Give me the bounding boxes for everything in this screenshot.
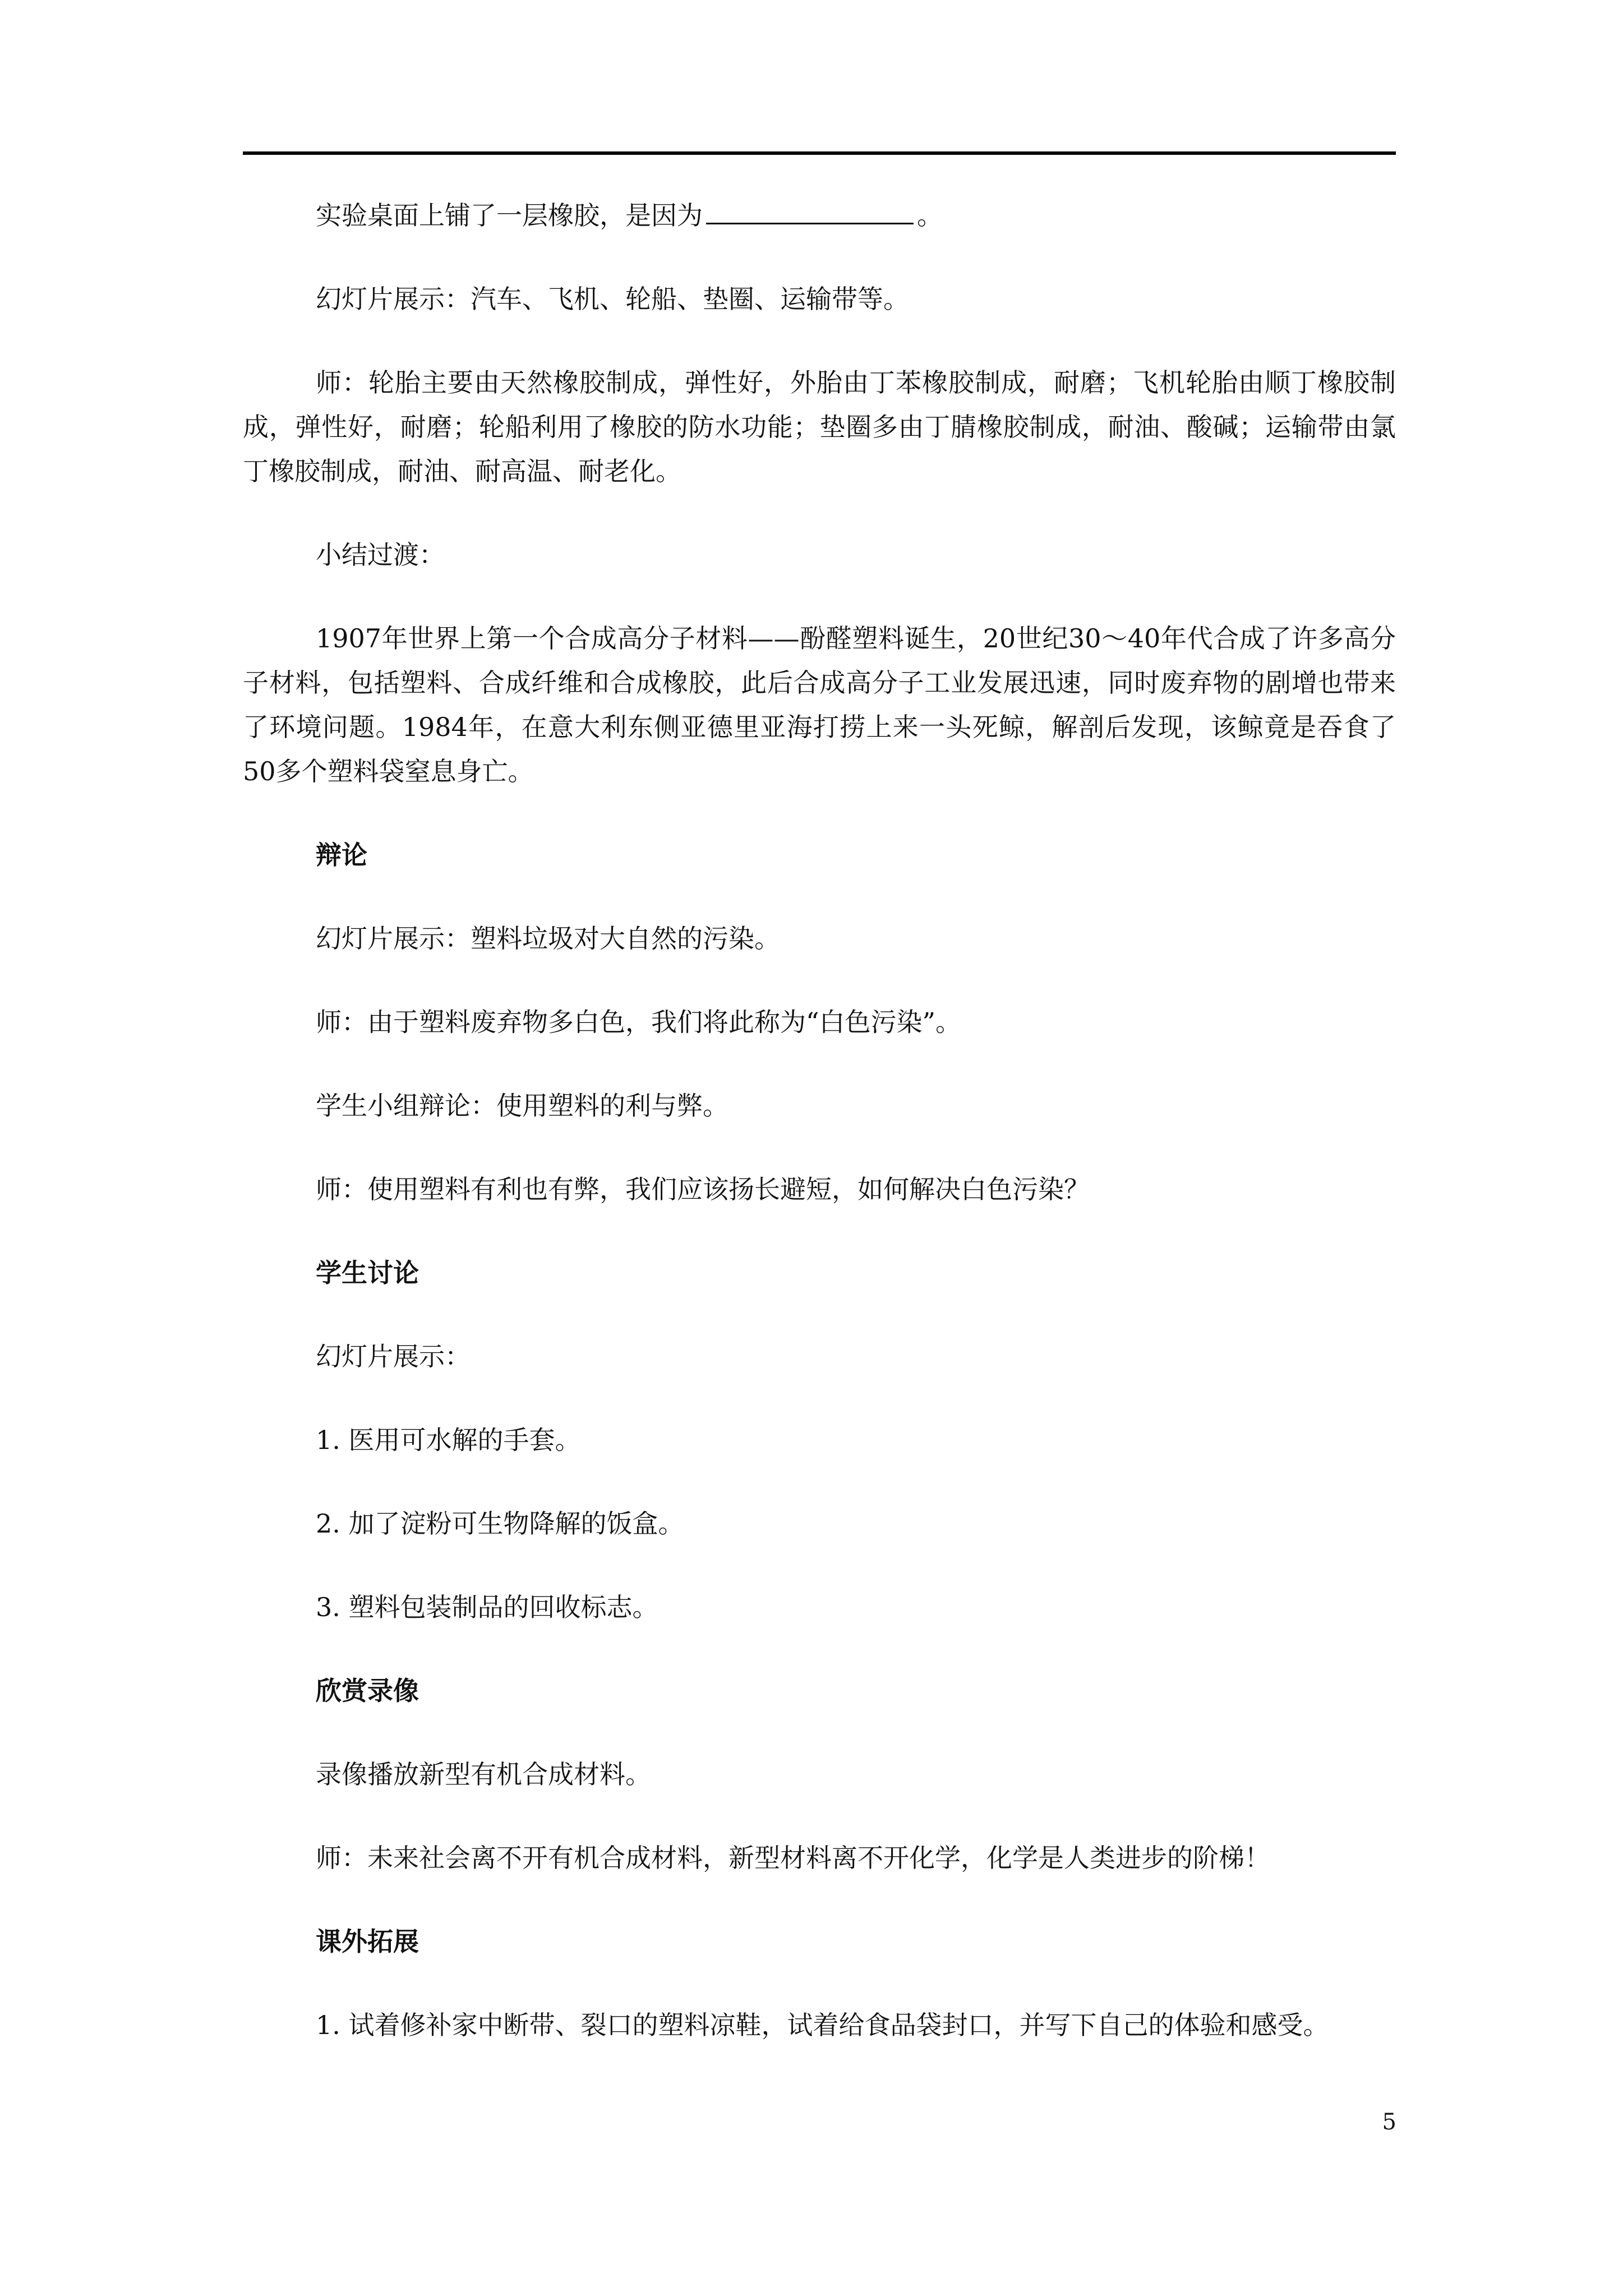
paragraph-white-pollution: 师：由于塑料废弃物多白色，我们将此称为“白色污染”。 bbox=[316, 1007, 962, 1037]
paragraph-text: 实验桌面上铺了一层橡胶，是因为 bbox=[316, 200, 703, 231]
paragraph-text-end: 。 bbox=[917, 200, 943, 231]
paragraph-slide-pollution: 幻灯片展示：塑料垃圾对大自然的污染。 bbox=[316, 923, 780, 954]
header-rule bbox=[243, 151, 1396, 155]
list-item-gloves: 1. 医用可水解的手套。 bbox=[316, 1425, 581, 1455]
heading-video: 欣赏录像 bbox=[316, 1676, 419, 1706]
paragraph-slide-label: 幻灯片展示： bbox=[316, 1341, 471, 1372]
paragraph-teacher-future: 师：未来社会离不开有机合成材料，新型材料离不开化学，化学是人类进步的阶梯！ bbox=[316, 1843, 1270, 1873]
heading-discussion: 学生讨论 bbox=[316, 1258, 419, 1288]
paragraph-teacher-tires: 师：轮胎主要由天然橡胶制成，弹性好，外胎由丁苯橡胶制成，耐磨；飞机轮胎由顺丁橡胶制成，弹性好，耐磨；轮船利用了橡胶的防水功能；垫圈多由丁腈橡胶制成，耐油、酸碱；运输带由氯丁橡胶制成，耐油、耐高温、耐老化。 bbox=[243, 367, 1396, 486]
paragraph-rubber-table bbox=[243, 194, 1396, 238]
paragraph-history: 1907年世界上第一个合成高分子材料——酚醛塑料诞生，20世纪30～40年代合成了许多高分子材料，包括塑料、合成纤维和合成橡胶，此后合成高分子工业发展迅速，同时废弃物的剧增也带来了环境问题。1984年，在意大利东侧亚德里亚海打捞上来一头死鲸，解剖后发现，该鲸竟是吞食了50多个塑料袋窒息身亡。 bbox=[243, 623, 1396, 786]
document-body bbox=[243, 194, 1396, 2087]
paragraph-teacher-question: 师：使用塑料有利也有弊，我们应该扬长避短，如何解决白色污染？ bbox=[316, 1174, 1090, 1204]
paragraph-summary-transition: 小结过渡： bbox=[316, 540, 445, 570]
list-item-lunchbox: 2. 加了淀粉可生物降解的饭盒。 bbox=[316, 1508, 684, 1539]
paragraph-slide-vehicles: 幻灯片展示：汽车、飞机、轮船、垫圈、运输带等。 bbox=[316, 284, 909, 314]
paragraph-video: 录像播放新型有机合成材料。 bbox=[316, 1759, 651, 1789]
paragraph-group-debate: 学生小组辩论：使用塑料的利与弊。 bbox=[316, 1091, 728, 1121]
paragraph-extension-task: 1. 试着修补家中断带、裂口的塑料凉鞋，试着给食品袋封口，并写下自己的体验和感受。 bbox=[316, 2010, 1329, 2040]
list-item-recycle-mark: 3. 塑料包装制品的回收标志。 bbox=[316, 1592, 658, 1622]
page-number: 5 bbox=[1382, 2109, 1396, 2135]
heading-extension: 课外拓展 bbox=[316, 1926, 419, 1957]
fill-in-blank bbox=[706, 198, 914, 224]
heading-debate: 辩论 bbox=[316, 840, 367, 870]
